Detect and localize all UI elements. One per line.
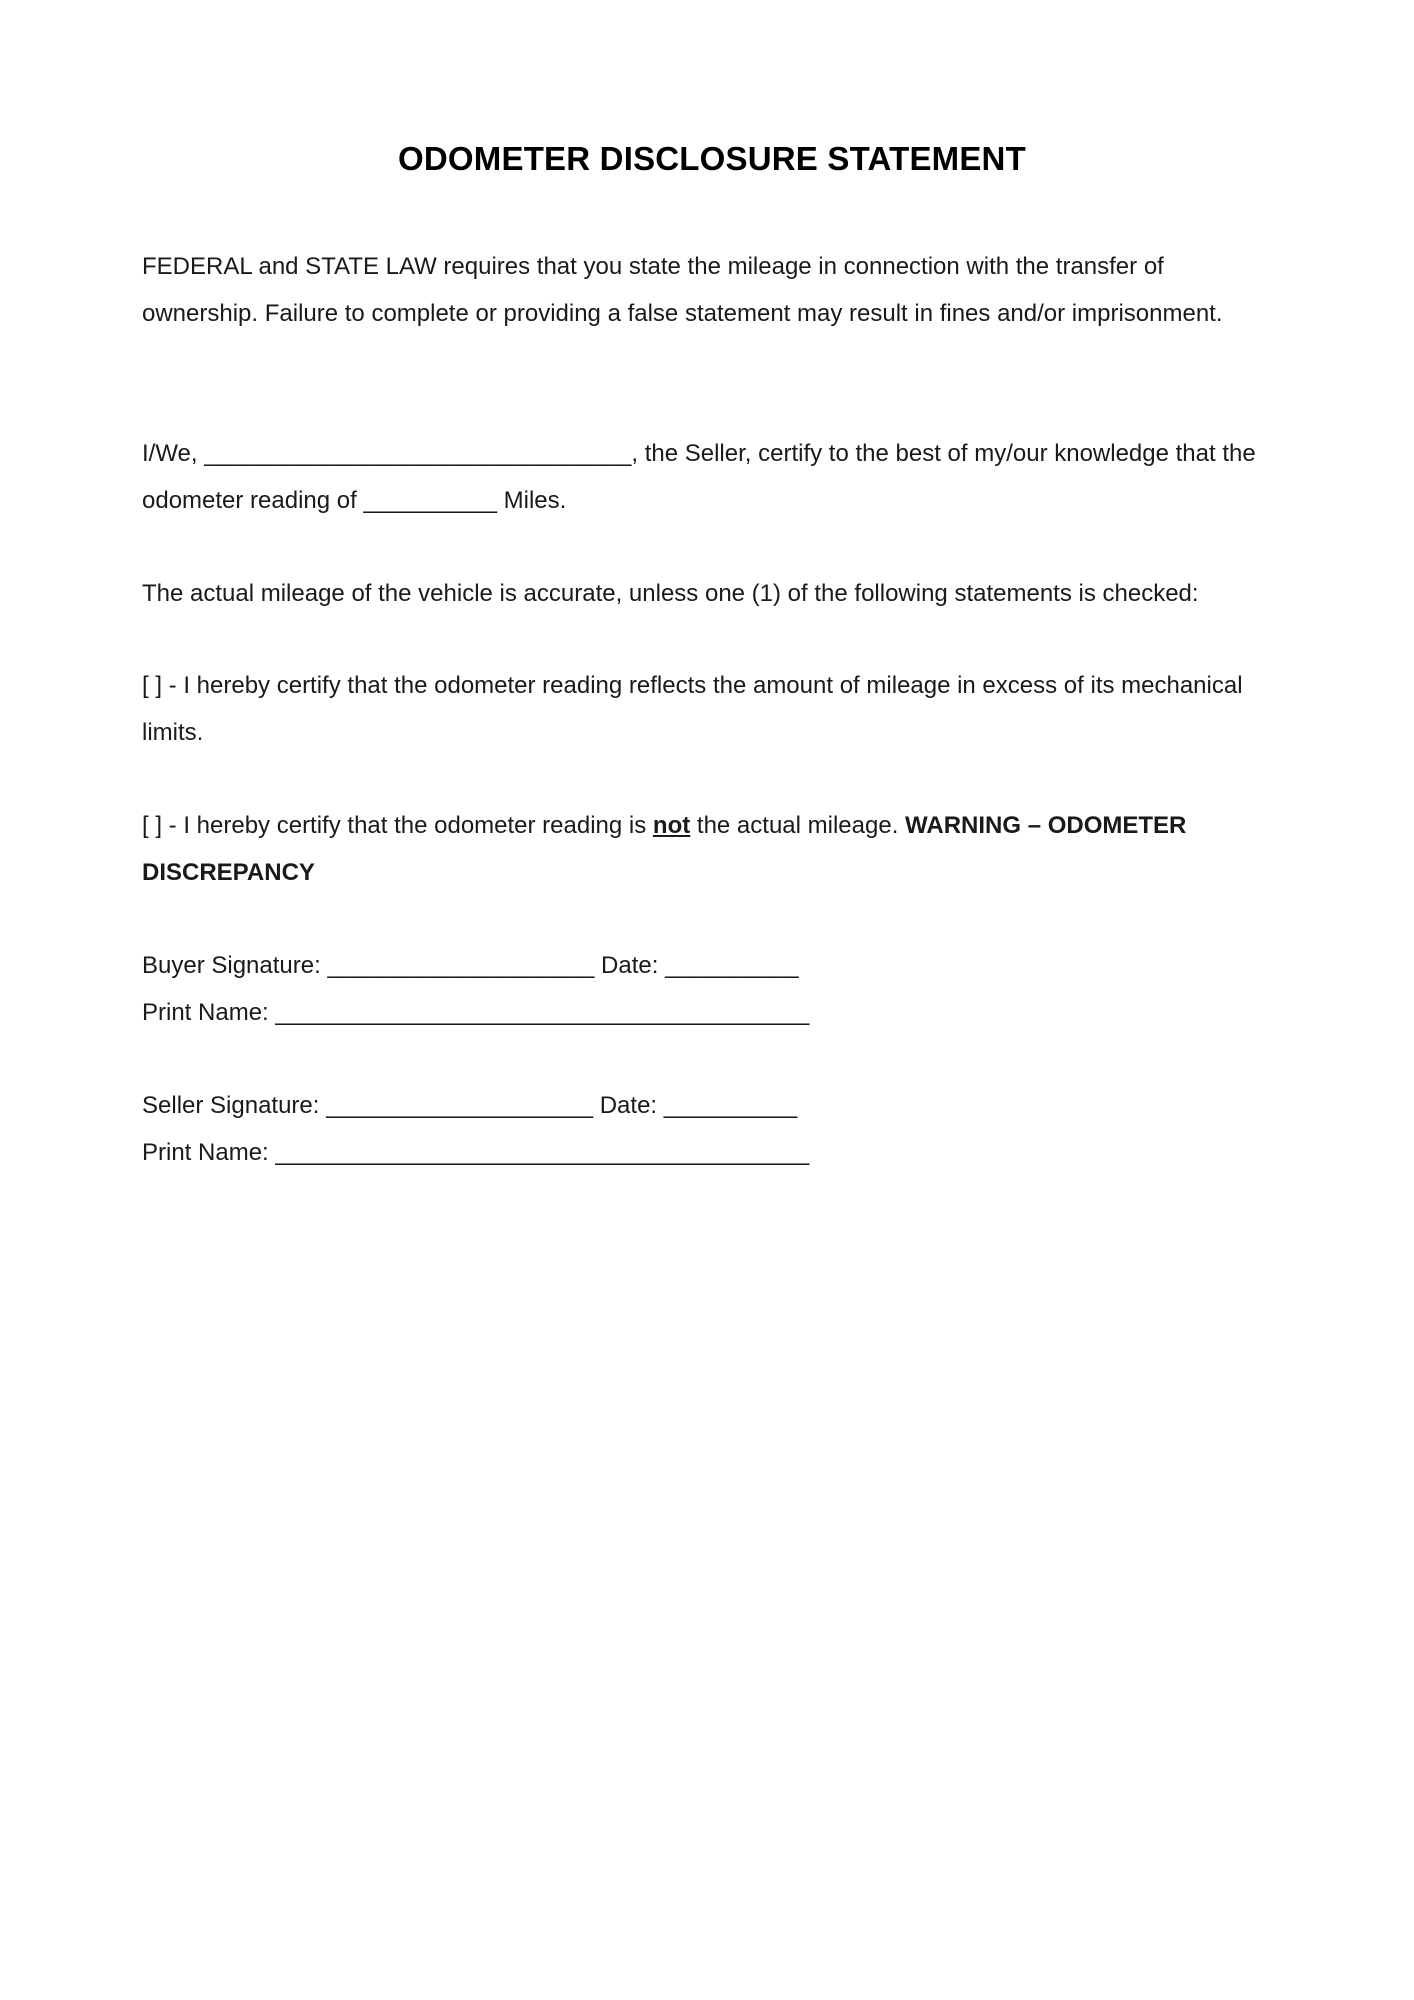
- option-excess-mileage: [ ] - I hereby certify that the odometer reading reflects the amount of mileage in excess of its mechanical limits.: [142, 672, 1243, 746]
- intro-paragraph: FEDERAL and STATE LAW requires that you state the mileage in connection with the transfer of ownership. Failure to complete or providing a false statement may result in fines and/or imprisonment.: [142, 253, 1223, 327]
- odometer-warning: WARNING – ODOMETER DISCREPANCY: [142, 812, 1187, 886]
- buyer-print-name-line: Print Name: ________________________________________: [142, 999, 810, 1026]
- seller-certification-paragraph: I/We, ________________________________, the Seller, certify to the best of my/our knowledge that the odometer reading of __________ Miles.: [142, 440, 1256, 514]
- seller-signature-line: Seller Signature: ____________________ Date: __________: [142, 1092, 798, 1119]
- document-title: ODOMETER DISCLOSURE STATEMENT: [398, 140, 1026, 177]
- buyer-signature-line: Buyer Signature: ____________________ Date: __________: [142, 952, 799, 979]
- option-not-actual-text-end: the actual mileage.: [690, 812, 906, 839]
- option-not-actual-mileage: [142, 802, 1282, 896]
- seller-print-name-line: Print Name: ________________________________________: [142, 1139, 810, 1166]
- option-not-actual-text-start: [ ] - I hereby certify that the odometer reading is: [142, 812, 653, 839]
- accuracy-statement: The actual mileage of the vehicle is accurate, unless one (1) of the following statements is checked:: [142, 580, 1199, 607]
- not-emphasis: not: [652, 812, 691, 839]
